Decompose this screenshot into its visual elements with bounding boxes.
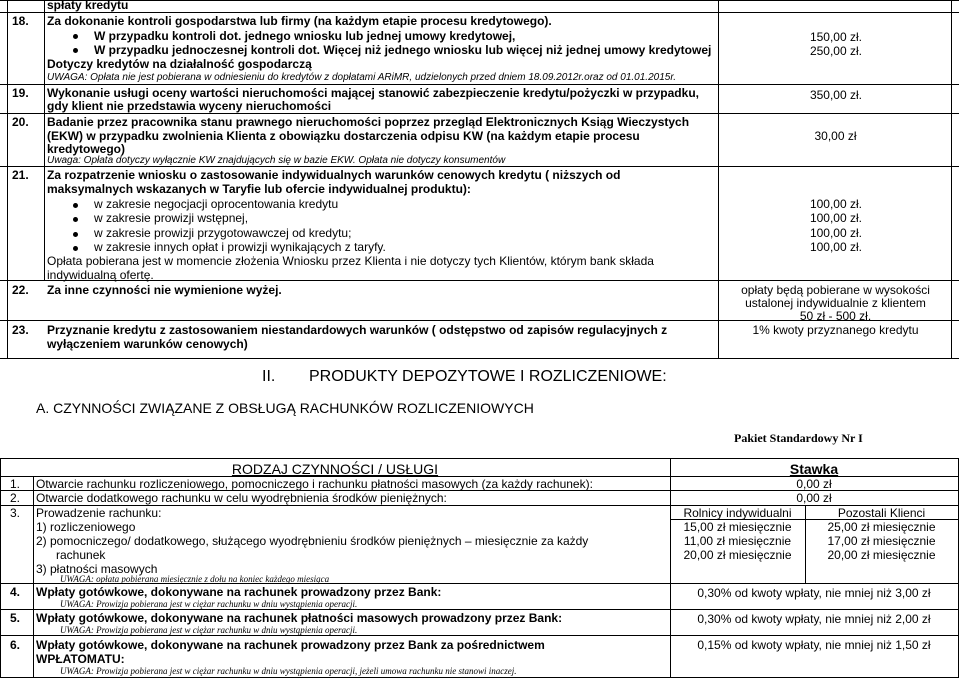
row-text: indywidualną ofertę. xyxy=(47,268,154,282)
row-text: Za rozpatrzenie wniosku o zastosowanie indywidualnych warunków cenowych kredytu ( niższych od xyxy=(47,168,621,182)
row-note: UWAGA: opłata pobierana miesięcznie z dołu na koniec każdego miesiąca xyxy=(60,574,330,584)
fee-value: 25,00 zł miesięcznie xyxy=(827,520,936,534)
row-number: 23. xyxy=(12,323,29,337)
row-item: W przypadku kontroli dot. jednego wniosku lub jednej umowy kredytowej, xyxy=(94,29,516,43)
fee-value: 0,00 zł xyxy=(796,477,832,491)
fee-value: 11,00 zł miesięcznie xyxy=(683,534,792,548)
row-text: Wpłaty gotówkowe, dokonywane na rachunek płatności masowych prowadzony przez Bank: xyxy=(36,611,563,625)
fee-value: 250,00 zł. xyxy=(809,44,862,58)
row-text: Wpłaty gotówkowe, dokonywane na rachunek prowadzony przez Bank za pośrednictwem xyxy=(36,638,545,652)
row-item: 1) rozliczeniowego xyxy=(36,520,136,534)
row-item: w zakresie negocjacji oprocentowania kredytu xyxy=(94,197,339,211)
package-name: Pakiet Standardowy Nr I xyxy=(734,431,863,445)
row-number: 1. xyxy=(10,477,21,491)
row-note: UWAGA: Prowizja pobierana jest w ciężar rachunku w dniu wystąpienia operacji. xyxy=(60,625,358,635)
row-item: w zakresie innych opłat i prowizji wynikających z taryfy. xyxy=(94,240,386,254)
row-text: WPŁATOMATU: xyxy=(36,652,125,666)
row-text: Za inne czynności nie wymienione wyżej. xyxy=(47,283,282,297)
row-text: Przyznanie kredytu z zastosowaniem niestandardowych warunków ( odstępstwo od zapisów regulacyjnych z xyxy=(47,323,668,337)
column-header-rate: Stawka xyxy=(789,461,839,477)
row-note: UWAGA: Prowizja pobierana jest w ciężar rachunku w dniu wystąpienia operacji, jeżeli umowa rachunku nie stanowi inaczej. xyxy=(60,666,517,676)
bullet-icon xyxy=(73,232,78,237)
row-number: 22. xyxy=(12,283,29,297)
fee-value: 100,00 zł. xyxy=(809,226,862,240)
bullet-icon xyxy=(73,34,78,39)
row-text: gdy klient nie przedstawia wyceny nieruchomości xyxy=(47,99,332,113)
row-number: 4. xyxy=(10,585,21,599)
row-number: 20. xyxy=(12,115,29,129)
fee-value: 0,30% od kwoty wpłaty, nie mniej niż 2,00 zł xyxy=(697,612,931,626)
row-text: Wykonanie usługi oceny wartości nieruchomości mającej stanowić zabezpieczenie kredytu/pożyczki w przypadku, xyxy=(47,86,699,100)
row-text: Badanie przez pracownika stanu prawnego nieruchomości poprzez przegląd Elektronicznych Ksiąg Wieczystych xyxy=(47,115,690,129)
fee-value: 17,00 zł miesięcznie xyxy=(827,534,936,548)
row-note: UWAGA: Prowizja pobierana jest w ciężar rachunku w dniu wystąpienia operacji. xyxy=(60,599,358,609)
row-text: kredytowego) xyxy=(47,142,126,156)
row-number: 21. xyxy=(12,168,29,182)
fee-value: 350,00 zł. xyxy=(809,88,862,102)
fee-value: 100,00 zł. xyxy=(809,211,862,225)
row-note: UWAGA: Opłata nie jest pobierana w odniesieniu do kredytów z dopłatami ARiMR, udzielonych przed dniem 18.09.2012r.oraz od 01.01.2015r. xyxy=(47,72,677,83)
fee-value: opłaty będą pobierane w wysokości xyxy=(741,283,930,297)
row-text: Opłata pobierana jest w momencie złożenia Wniosku przez Klienta i nie dotyczy tych Klientów, którym bank składa xyxy=(47,254,654,268)
row-item: W przypadku jednoczesnej kontroli dot. Więcej niż jednego wniosku lub więcej niż jednej umowy kredytowej xyxy=(94,43,712,57)
row-item: 3) płatności masowych xyxy=(36,562,158,576)
row-text: Otwarcie rachunku rozliczeniowego, pomocniczego i rachunku płatności masowych (za każdy rachunek): xyxy=(36,477,593,491)
row-number: 2. xyxy=(10,491,21,505)
row-text: Wpłaty gotówkowe, dokonywane na rachunek prowadzony przez Bank: xyxy=(36,585,442,599)
fee-value: 100,00 zł. xyxy=(809,240,862,254)
column-header-other-clients: Pozostali Klienci xyxy=(837,506,926,520)
bullet-icon xyxy=(73,246,78,251)
column-header-activity: RODZAJ CZYNNOŚCI / USŁUGI xyxy=(231,461,439,477)
row-text: Otwarcie dodatkowego rachunku w celu wyodrębnienia środków pieniężnych: xyxy=(36,491,447,505)
fee-value: 50 zł - 500 zł. xyxy=(799,309,872,323)
row-text: Prowadzenie rachunku: xyxy=(36,506,162,520)
column-header-farmers: Rolnicy indywidualni xyxy=(683,506,792,520)
fee-value: 20,00 zł miesięcznie xyxy=(683,548,792,562)
fee-value: 15,00 zł miesięcznie xyxy=(683,520,792,534)
row-text: (EKW) w przypadku zwolnienia Klienta z obowiązku dostarczenia odpisu KW (na każdym etapie procesu xyxy=(47,129,640,143)
fee-value: 20,00 zł miesięcznie xyxy=(827,548,936,562)
bullet-icon xyxy=(73,203,78,208)
bullet-icon xyxy=(73,217,78,222)
row-text: wyłączeniem warunków cenowych) xyxy=(47,337,248,351)
row-item: w zakresie prowizji wstępnej, xyxy=(94,211,249,225)
fee-value: 30,00 zł xyxy=(814,129,857,143)
fee-value: 0,00 zł xyxy=(796,491,832,505)
section-title: PRODUKTY DEPOZYTOWE I ROZLICZENIOWE: xyxy=(309,368,667,385)
row-item: w zakresie prowizji przygotowawczej od kredytu; xyxy=(94,226,352,240)
row-item: rachunek xyxy=(56,548,106,562)
fee-value: 0,30% od kwoty wpłaty, nie mniej niż 3,00 zł xyxy=(697,586,931,600)
fee-value: 0,15% od kwoty wpłaty, nie mniej niż 1,50 zł xyxy=(697,638,931,652)
row-text: maksymalnych wskazanych w Taryfie lub ofercie indywidualnej produktu): xyxy=(47,182,471,196)
fee-value: ustalonej indywidualnie z klientem xyxy=(745,296,926,310)
row-text: spłaty kredytu xyxy=(47,0,129,12)
row-number: 6. xyxy=(10,638,21,652)
row-number: 18. xyxy=(12,14,29,28)
fee-value: 1% kwoty przyznanego kredytu xyxy=(752,323,919,337)
row-text: Dotyczy kredytów na działalność gospodarczą xyxy=(47,57,312,71)
row-number: 5. xyxy=(10,611,21,625)
row-number: 3. xyxy=(10,506,21,520)
section-number: II. xyxy=(262,368,276,385)
row-item: 2) pomocniczego/ dodatkowego, służącego wyodrębnieniu środków pieniężnych – miesięcznie za każdy xyxy=(36,534,589,548)
bullet-icon xyxy=(73,48,78,53)
row-title: Za dokonanie kontroli gospodarstwa lub firmy (na każdym etapie procesu kredytowego). xyxy=(47,14,552,28)
row-note: Uwaga: Opłata dotyczy wyłącznie KW znajdujących się w bazie EKW. Opłata nie dotyczy konsumentów xyxy=(47,155,506,166)
fee-value: 150,00 zł. xyxy=(809,30,862,44)
subsection-title: A. CZYNNOŚCI ZWIĄZANE Z OBSŁUGĄ RACHUNKÓW ROZLICZENIOWYCH xyxy=(36,400,534,416)
row-number: 19. xyxy=(12,86,29,100)
fee-value: 100,00 zł. xyxy=(809,197,862,211)
